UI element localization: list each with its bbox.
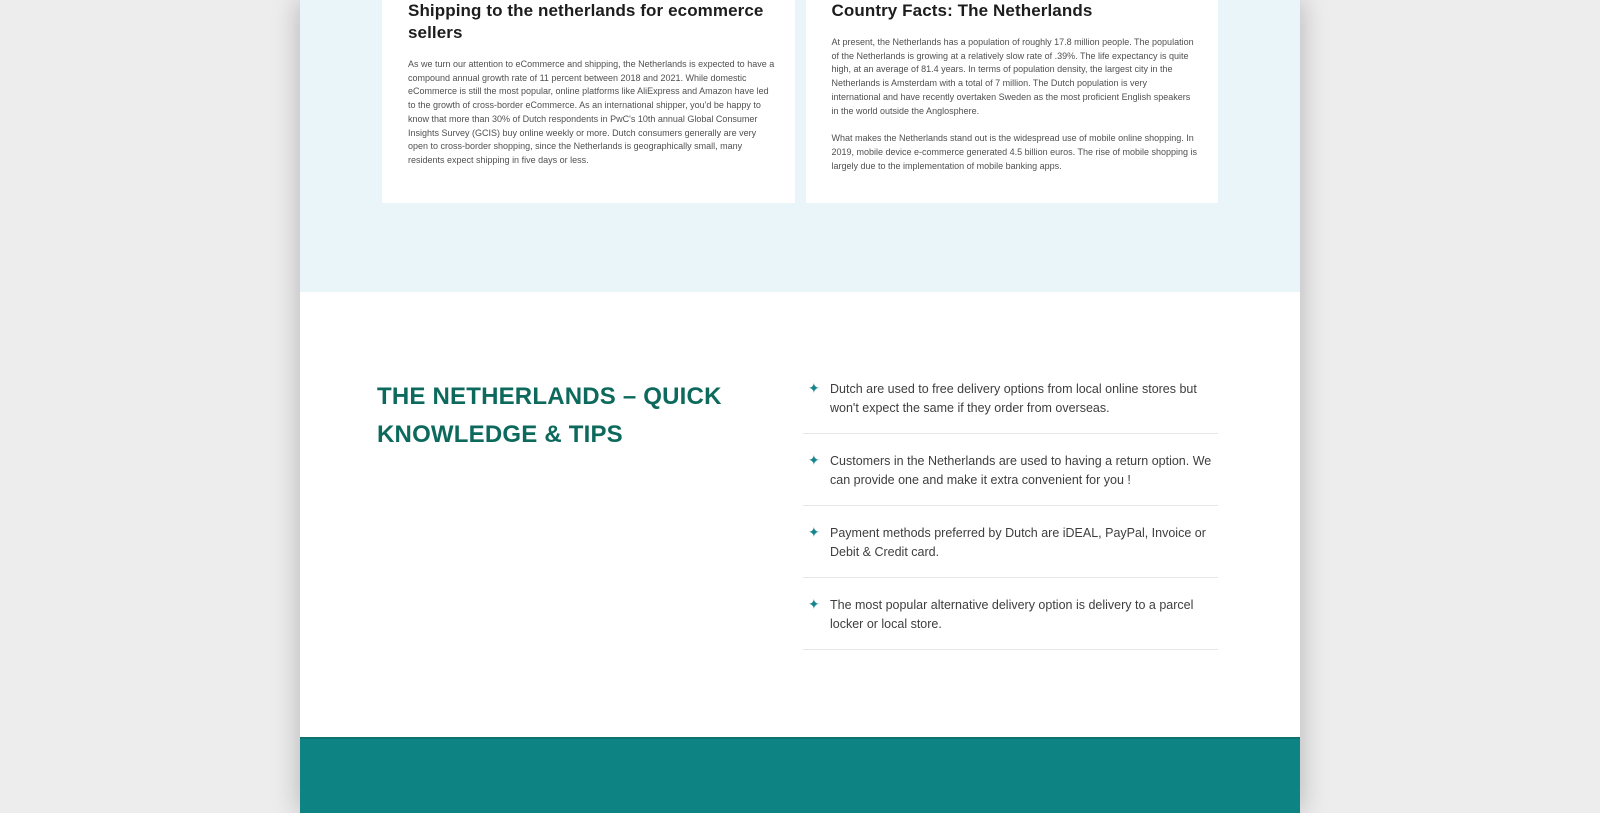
list-item: [803, 596, 1218, 650]
tips-list: [803, 380, 1218, 650]
card-shipping-info: [382, 0, 795, 203]
list-item-text: Payment methods preferred by Dutch are iDEAL, PayPal, Invoice or Debit & Credit card.: [830, 526, 1206, 559]
card-country-facts: [806, 0, 1219, 203]
four-pointed-star-icon: ✦: [808, 596, 820, 612]
hero-section: [300, 0, 1300, 292]
list-item-text: Customers in the Netherlands are used to having a return option. We can provide one and make it extra convenient for you !: [830, 454, 1212, 487]
list-item-text: Dutch are used to free delivery options from local online stores but won't expect the same if they order from overseas.: [830, 382, 1197, 415]
list-item: [803, 380, 1218, 434]
quick-knowledge-heading-column: [377, 378, 792, 668]
quick-knowledge-section: [300, 292, 1300, 737]
list-item: [803, 452, 1218, 506]
list-item: [803, 524, 1218, 578]
info-cards-row: [382, 0, 1218, 203]
card-shipping-title: Shipping to the netherlands for ecommerce sellers: [408, 1, 764, 42]
card-shipping-paragraph: As we turn our attention to eCommerce and shipping, the Netherlands is expected to have a compound annual growth rate of 11 percent between 2018 and 2021. While domestic eCommerce is still the most popular, online platforms like AliExpress and Amazon have led to the growth of cross-border eCommerce. As an international shipper, you'd be happy to know that more than 30% of Dutch respondents in PwC's 10th annual Global Consumer Insights Survey (GCIS) buy online weekly or more. Dutch consumers generally are very open to cross-border shopping, since the Netherlands is geographically small, many residents expect shipping in five days or less.: [408, 59, 775, 165]
card-country-facts-paragraph-2: What makes the Netherlands stand out is the widespread use of mobile online shopping. In 2019, mobile device e-commerce generated 4.5 billion euros. The rise of mobile shopping is largely due to the implementation of mobile banking apps.: [831, 133, 1198, 171]
quick-knowledge-inner: [377, 378, 1218, 668]
page-content: [300, 0, 1300, 813]
quick-knowledge-heading: THE NETHERLANDS – QUICK KNOWLEDGE & TIPS: [377, 383, 722, 448]
four-pointed-star-icon: ✦: [808, 524, 820, 540]
card-country-facts-paragraph-1: At present, the Netherlands has a population of roughly 17.8 million people. The population of the Netherlands is growing at a relatively slow rate of .39%. The life expectancy is quite high, at an average of 81.4 years. In terms of population density, the largest city in the Netherlands is Amsterdam with a total of 7 million. The Dutch population is very international and have recently overtaken Sweden as the most proficient English speakers in the world outside the Anglosphere.: [831, 37, 1194, 116]
card-country-facts-title: Country Facts: The Netherlands: [831, 1, 1093, 20]
four-pointed-star-icon: ✦: [808, 380, 820, 396]
list-item-text: The most popular alternative delivery option is delivery to a parcel locker or local store.: [830, 598, 1194, 631]
page-footer: [300, 737, 1300, 813]
four-pointed-star-icon: ✦: [808, 452, 820, 468]
quick-knowledge-list-column: [803, 378, 1218, 668]
